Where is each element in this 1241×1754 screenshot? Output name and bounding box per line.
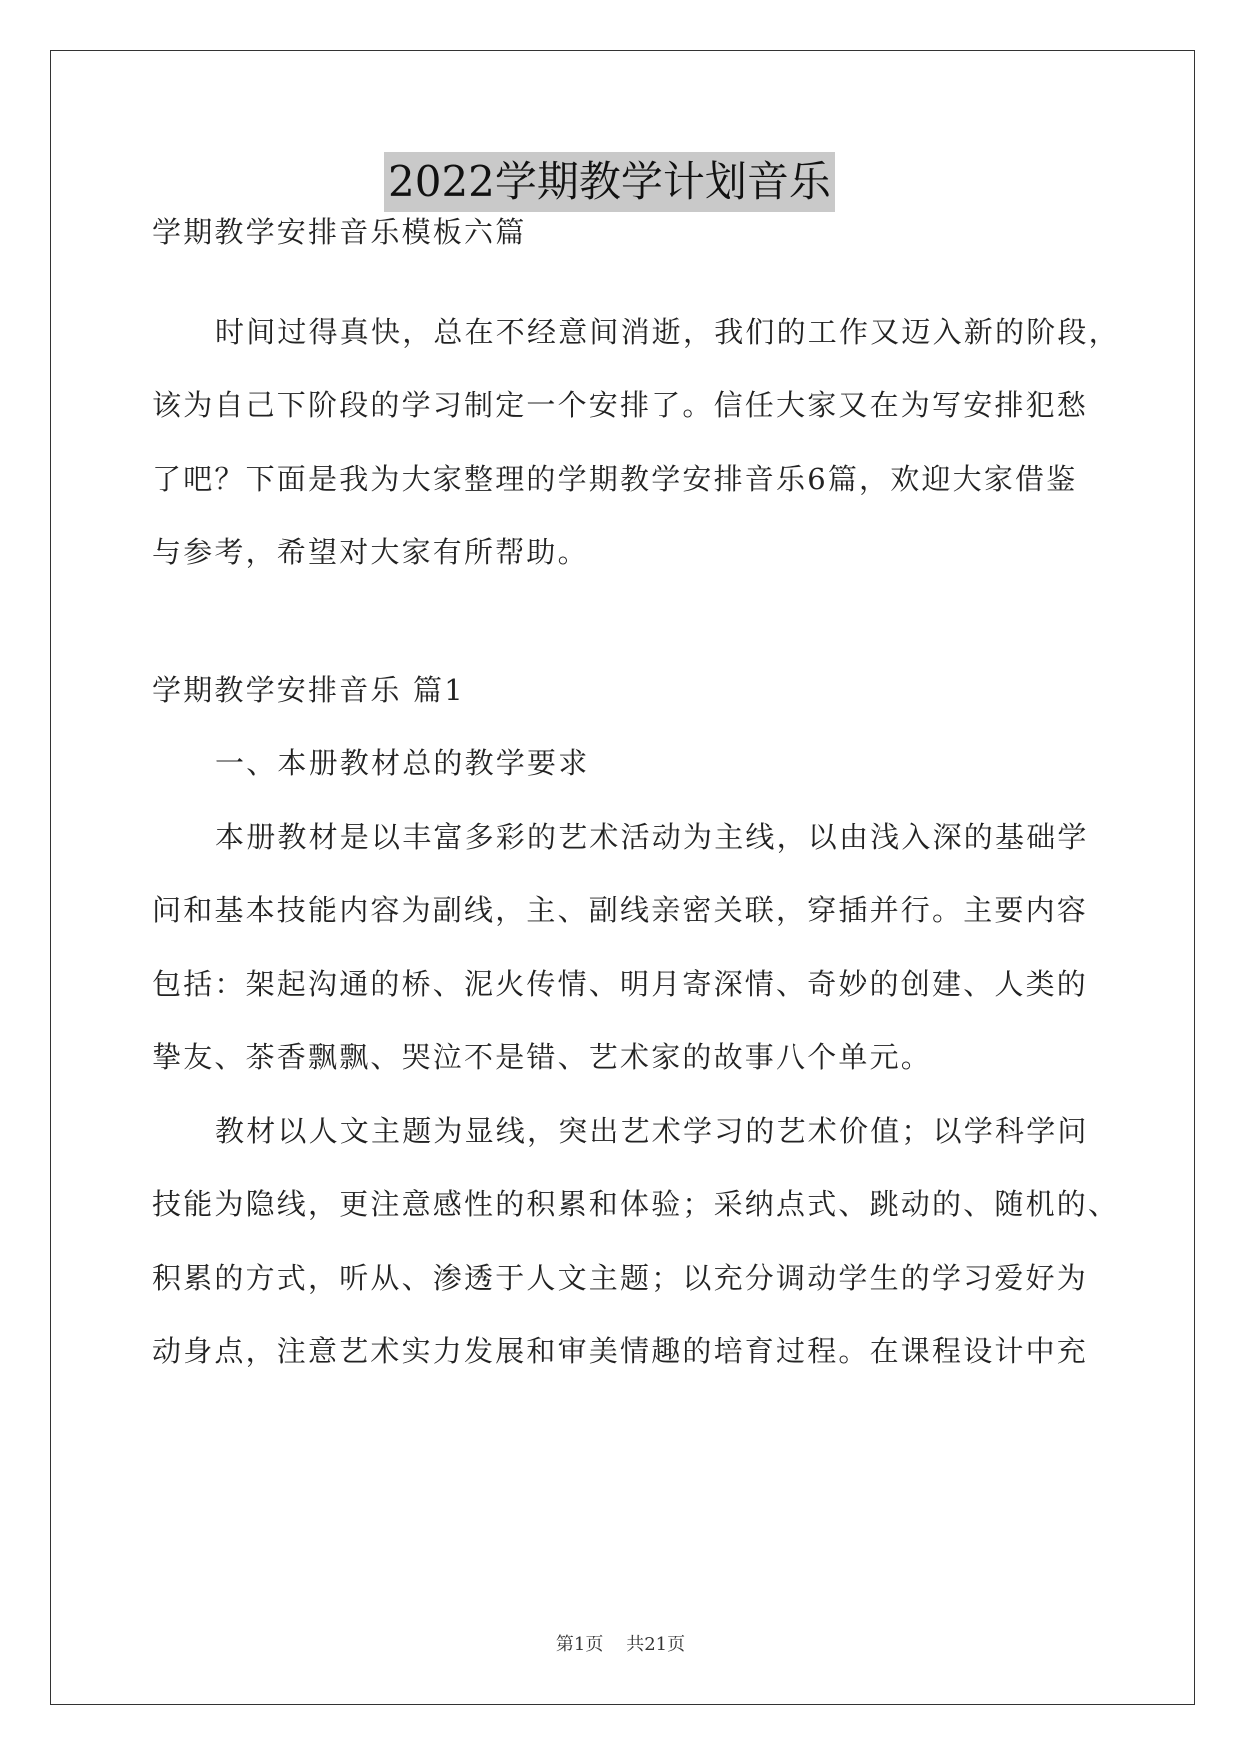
paragraph-line: 时间过得真快，总在不经意间消逝，我们的工作又迈入新的阶段，: [215, 315, 1120, 349]
paragraph-line: 问和基本技能内容为副线，主、副线亲密关联，穿插并行。主要内容: [152, 893, 1089, 927]
paragraph-line: 包括：架起沟通的桥、泥火传情、明月寄深情、奇妙的创建、人类的: [152, 967, 1089, 1001]
paragraph-line: 该为自己下阶段的学习制定一个安排了。信任大家又在为写安排犯愁: [152, 388, 1089, 422]
paragraph-line: 教材以人文主题为显线，突出艺术学习的艺术价值；以学科学问: [215, 1114, 1089, 1148]
paragraph-line: 与参考，希望对大家有所帮助。: [152, 535, 589, 569]
paragraph-line: 了吧？下面是我为大家整理的学期教学安排音乐6篇，欢迎大家借鉴: [152, 462, 1078, 496]
section-heading: 学期教学安排音乐 篇1: [152, 673, 465, 707]
document-title: 2022学期教学计划音乐: [384, 152, 835, 212]
paragraph-line: 本册教材是以丰富多彩的艺术活动为主线，以由浅入深的基础学: [215, 820, 1089, 854]
page-footer: 第1页 共21页: [555, 1634, 686, 1655]
subtitle-line: 学期教学安排音乐模板六篇: [152, 215, 527, 249]
paragraph-line: 动身点，注意艺术实力发展和审美情趣的培育过程。在课程设计中充: [152, 1334, 1089, 1368]
page-border: [50, 50, 1195, 1705]
paragraph-line: 积累的方式，听从、渗透于人文主题；以充分调动学生的学习爱好为: [152, 1261, 1089, 1295]
paragraph-line: 挚友、茶香飘飘、哭泣不是错、艺术家的故事八个单元。: [152, 1040, 933, 1074]
subsection-heading: 一、本册教材总的教学要求: [215, 746, 590, 780]
paragraph-line: 技能为隐线，更注意感性的积累和体验；采纳点式、跳动的、随机的、: [152, 1187, 1120, 1221]
